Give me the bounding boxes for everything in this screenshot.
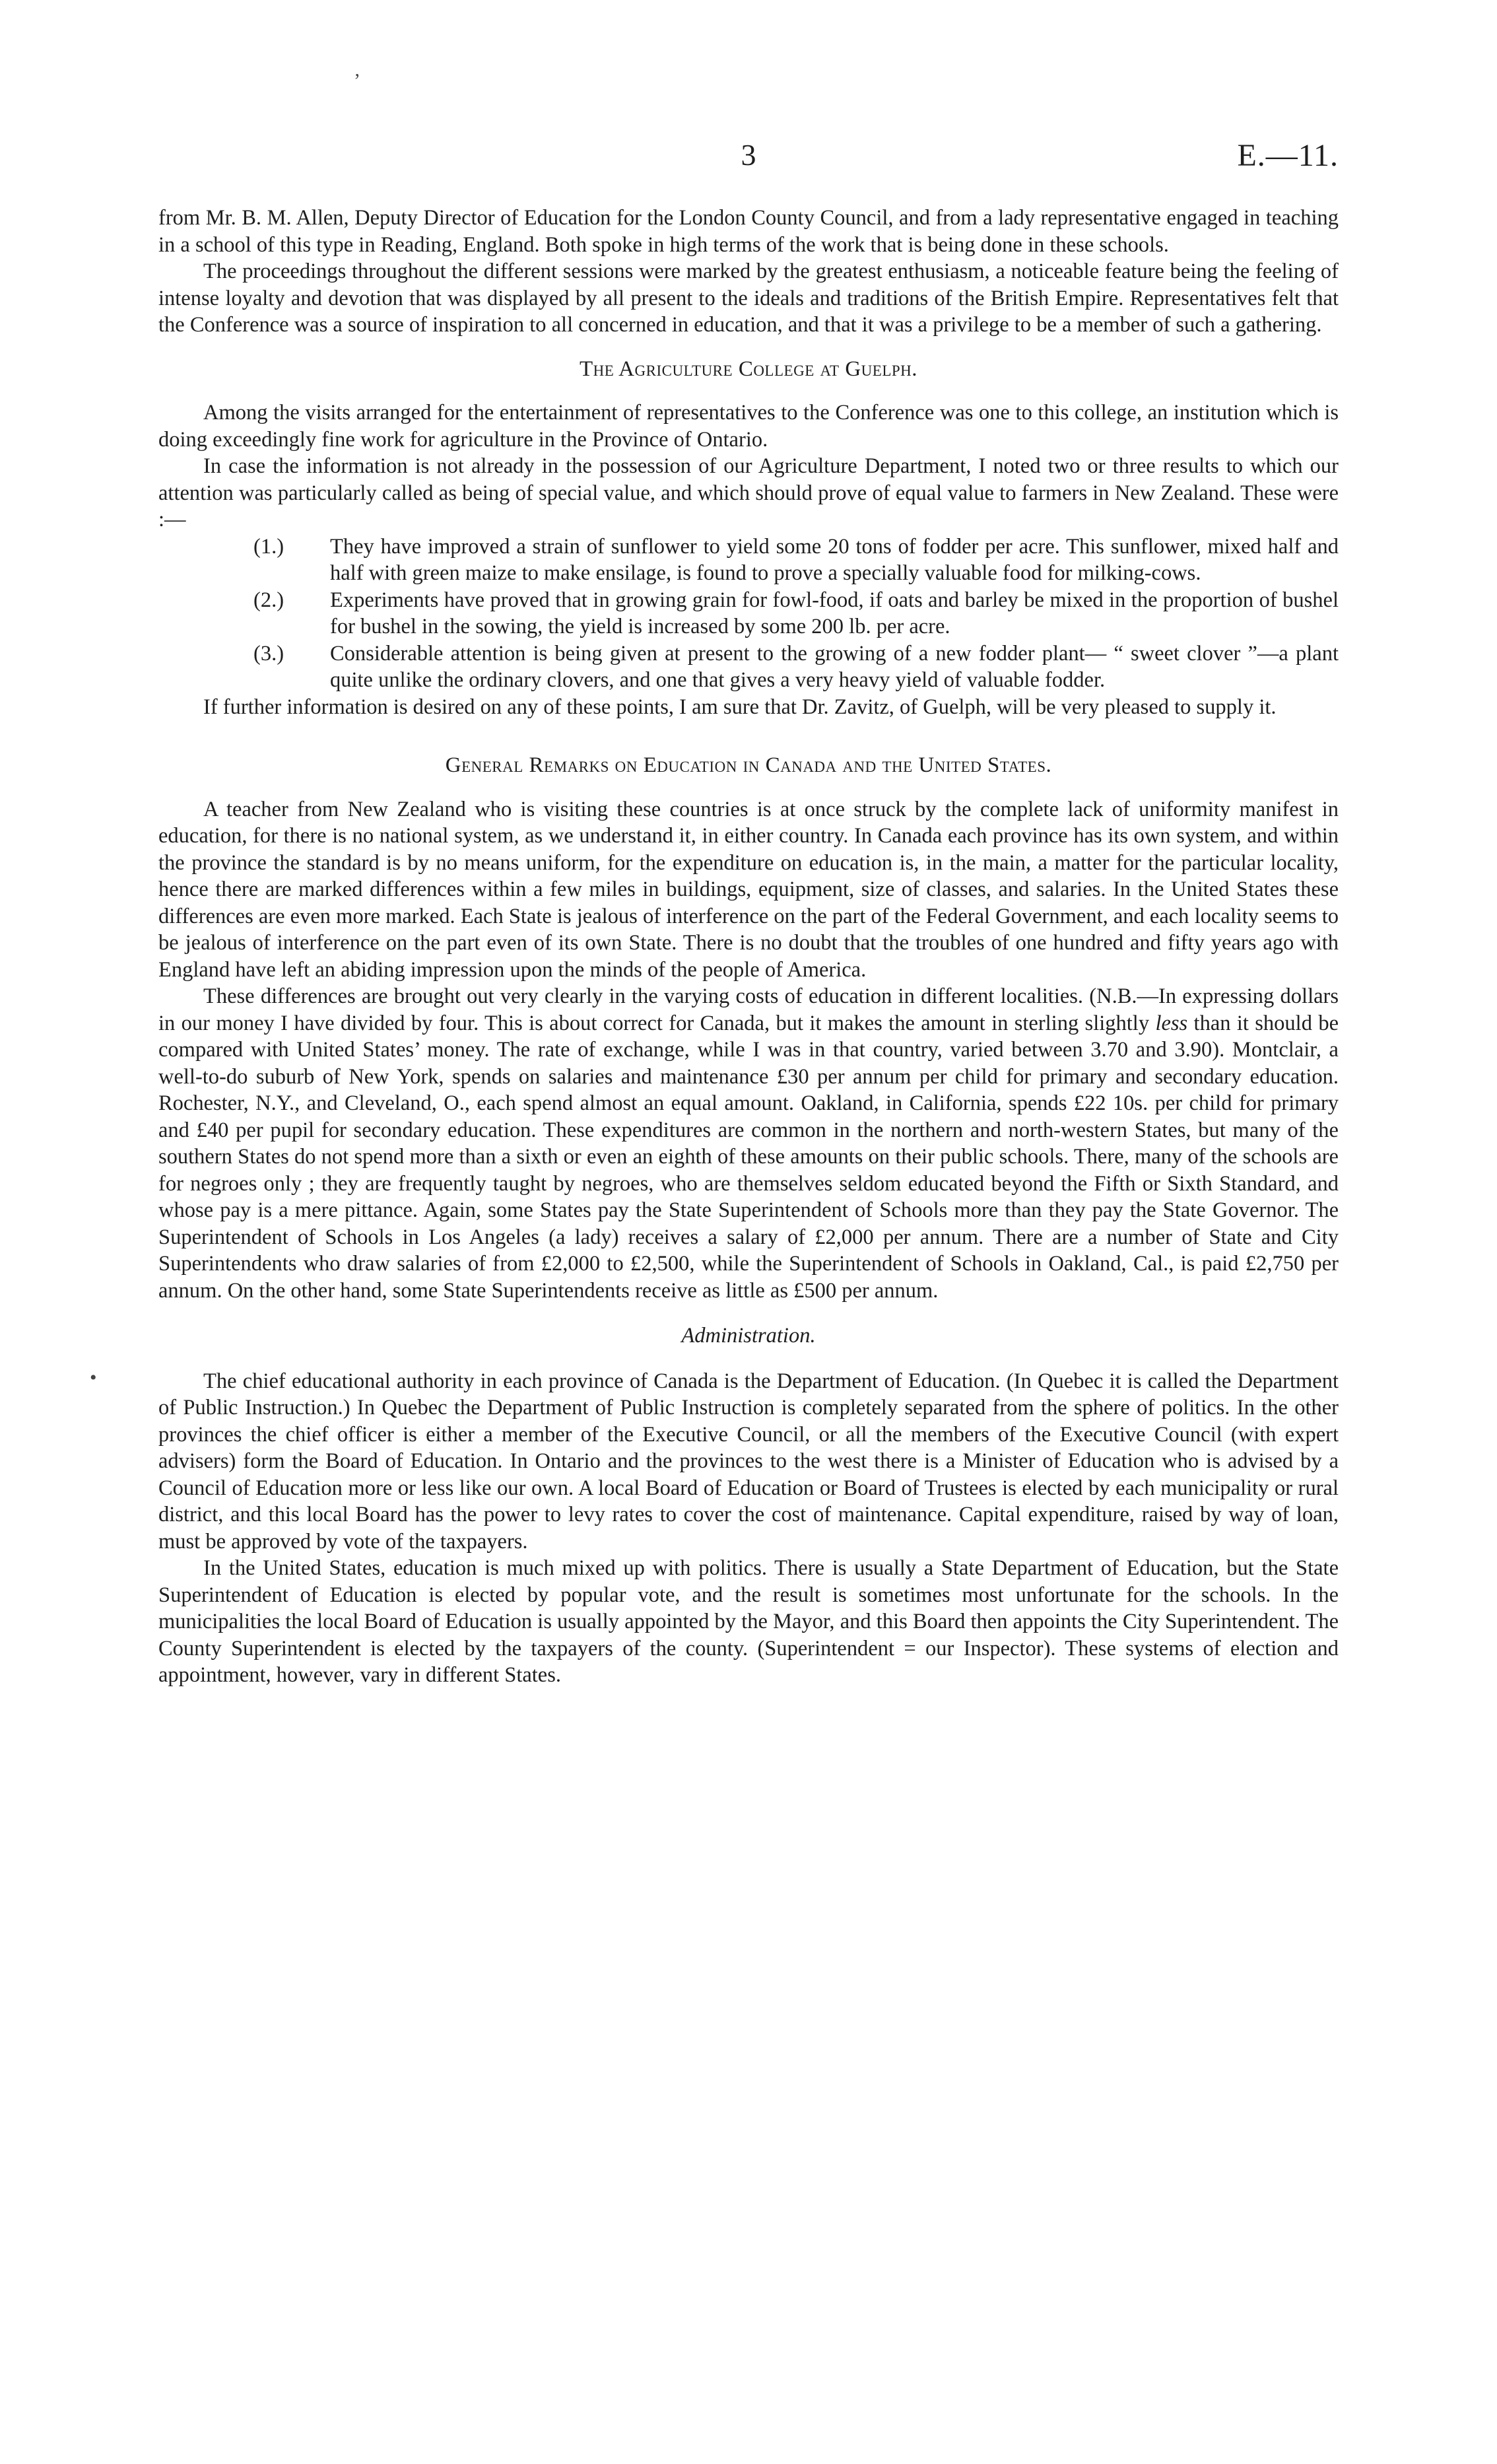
list-item-text: Considerable attention is being given at present to the growing of a new fodder plant— “ sweet clover ”—a plant quite unlike the ordinary clovers, and one that gives a very heavy yield of valuable fodder. [330,641,1339,692]
paragraph-6: A teacher from New Zealand who is visiting these countries is at once struck by the complete lack of uniformity manifest in education, for there is no national system, as we understand it, in either country. In Canada each province has its own system, and within the province the standard is by no means uniform, for the expenditure on education is, in the main, a matter for the particular locality, hence there are marked differences within a few miles in buildings, equipment, size of classes, and salaries. In the United States these differences are even more marked. Each State is jealous of interference on the part of the Federal Government, and each locality seems to be jealous of interference on the part even of its own State. There is no doubt that the troubles of one hundred and fifty years ago with England have left an abiding impression upon the minds of the people of America. [158,797,1339,982]
list-item-number: (3.) [253,641,284,666]
section-heading-guelph: The Agriculture College at Guelph. [579,357,918,381]
paragraph-7-part-a: These differences are brought out very clearly in the varying costs of education in different localities. (N.B.—In expressing dollars in our money I have divided by four. This is about correct for Canada, but it makes the amount in sterling slightly [158,984,1339,1035]
results-list [158,533,1339,694]
list-item [158,640,1339,694]
section-heading-general-remarks: General Remarks on Education in Canada and the United States. [445,753,1052,777]
document-reference: E.—11. [1237,138,1339,173]
margin-mark: • [90,1367,97,1388]
paragraph-7 [158,983,1339,1304]
paragraph-5: If further information is desired on any of these points, I am sure that Dr. Zavitz, of Guelph, will be very pleased to supply it. [203,695,1277,719]
page-number: 3 [741,138,756,172]
list-item [158,587,1339,640]
body-text [158,205,1339,1689]
paragraph-3: Among the visits arranged for the entertainment of representatives to the Conference was one to this college, an institution which is doing exceedingly fine work for agriculture in the Province of Ontario. [158,401,1339,452]
page-header [158,137,1339,177]
list-item-number: (1.) [253,534,284,559]
stray-mark: ʼ [354,70,360,92]
paragraph-8: The chief educational authority in each province of Canada is the Department of Education. (In Quebec it is called the Department of Public Instruction.) In Quebec the Department of Public Instruction is completely separated from the sphere of politics. In the other provinces the chief officer is either a member of the Executive Council, or all the members of the Executive Council (with expert advisers) form the Board of Education. In Ontario and the provinces to the west there is a Minister of Education who is advised by a Council of Education more or less like our own. A local Board of Education or Board of Trustees is elected by each municipality or rural district, and this local Board has the power to levy rates to cover the cost of maintenance. Capital expenditure, raised by way of loan, must be approved by vote of the taxpayers. [158,1369,1339,1554]
paragraph-9: In the United States, education is much mixed up with politics. There is usually a State Department of Education, but the State Superintendent of Education is elected by popular vote, and the result is sometimes most unfortunate for the schools. In the municipalities the local Board of Education is usually appointed by the Mayor, and this Board then appoints the City Superintendent. The County Superintendent is elected by the taxpayers of the county. (Superintendent = our Inspector). These systems of election and appointment, however, vary in different States. [158,1556,1339,1687]
paragraph-1: from Mr. B. M. Allen, Deputy Director of Education for the London County Council, and from a lady representative engaged in teaching in a school of this type in Reading, England. Both spoke in high terms of the work that is being done in these schools. [158,206,1339,257]
list-item [158,533,1339,587]
paragraph-7-part-b: than it should be compared with United States’ money. The rate of exchange, while I was in that country, varied between 3.70 and 3.90). Montclair, a well-to-do suburb of New York, spends on salaries and maintenance £30 per annum per child for primary and secondary education. Rochester, N.Y., and Cleveland, O., each spend almost an equal amount. Oakland, in California, spends £22 10s. per child for primary and £40 per pupil for secondary education. These expenditures are common in the northern and north-western States, but many of the southern States do not spend more than a sixth or even an eighth of these amounts on their public schools. There, many of the schools are for negroes only ; they are frequently taught by negroes, who are themselves seldom educated beyond the Fifth or Sixth Standard, and whose pay is a mere pittance. Again, some States pay the State Superintendent of Schools more than they pay the State Governor. The Superintendent of Schools in Los Angeles (a lady) receives a salary of £2,000 per annum. There are a number of State and City Superintendents who draw salaries of from £2,000 to £2,500, while the Superintendent of Schools in Oakland, Cal., is paid £2,750 per annum. On the other hand, some State Superintendents receive as little as £500 per annum. [158,1011,1339,1303]
section-heading-administration: Administration. [681,1324,816,1348]
list-item-text: They have improved a strain of sunflower to yield some 20 tons of fodder per acre. This sunflower, mixed half and half with green maize to make ensilage, is found to prove a specially valuable food for milking-cows. [330,534,1339,585]
list-item-text: Experiments have proved that in growing grain for fowl-food, if oats and barley be mixed in the proportion of bushel for bushel in the sowing, the yield is increased by some 200 lb. per acre. [330,588,1339,638]
paragraph-2: The proceedings throughout the different sessions were marked by the greatest enthusiasm, a noticeable feature being the feeling of intense loyalty and devotion that was displayed by all present to the ideals and traditions of the British Empire. Representatives felt that the Conference was a source of inspiration to all concerned in education, and that it was a privilege to be a member of such a gathering. [158,259,1339,337]
list-item-number: (2.) [253,588,284,612]
paragraph-7-emphasis: less [1155,1011,1188,1035]
paragraph-4: In case the information is not already in the possession of our Agriculture Department, I noted two or three results to which our attention was particularly called as being of special value, and which should prove of equal value to farmers in New Zealand. These were :— [158,454,1339,531]
